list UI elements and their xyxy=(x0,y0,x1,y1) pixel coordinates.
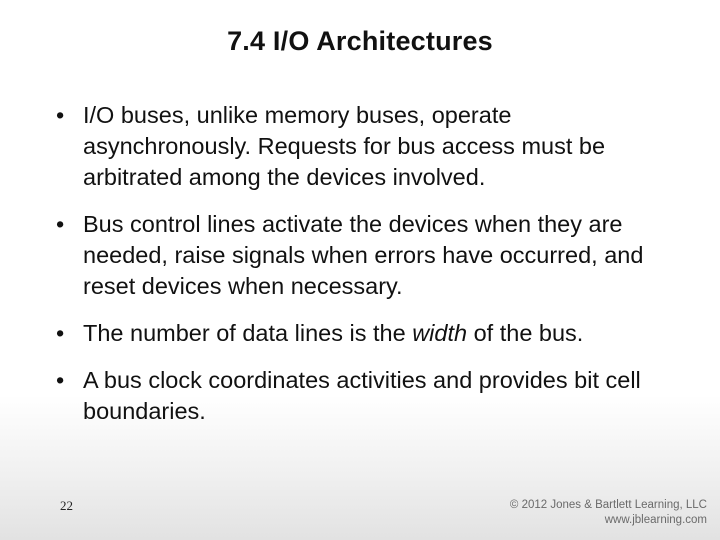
bullet-text-emphasis: width xyxy=(412,320,468,346)
bullet-item-bus-clock xyxy=(56,365,676,427)
bullet-item-async-buses xyxy=(56,100,676,193)
bullet-text-before: The number of data lines is the xyxy=(83,320,413,346)
bullet-text: I/O buses, unlike memory buses, operate asynchronously. Requests for bus access must be arbitrated among the devices involved. xyxy=(83,102,606,190)
copyright-notice xyxy=(510,498,707,528)
bullet-text: A bus clock coordinates activities and provides bit cell boundaries. xyxy=(83,367,641,424)
bullet-icon: • xyxy=(56,367,65,393)
bullet-item-data-lines xyxy=(56,318,676,349)
copyright-line: © 2012 Jones & Bartlett Learning, LLC xyxy=(509,499,707,511)
bullet-text-after: of the bus. xyxy=(467,320,584,346)
bullet-icon: • xyxy=(56,320,65,346)
bullet-icon: • xyxy=(56,102,65,128)
bullet-list xyxy=(56,100,676,427)
publisher-url: www.jblearning.com xyxy=(604,514,707,526)
slide-title: 7.4 I/O Architectures xyxy=(227,26,493,56)
bullet-text: Bus control lines activate the devices when they are needed, raise signals when errors have occurred, and reset devices when necessary. xyxy=(83,211,644,299)
bullet-item-control-lines xyxy=(56,209,676,302)
bullet-icon: • xyxy=(56,211,65,237)
slide-number: 22 xyxy=(60,498,73,513)
